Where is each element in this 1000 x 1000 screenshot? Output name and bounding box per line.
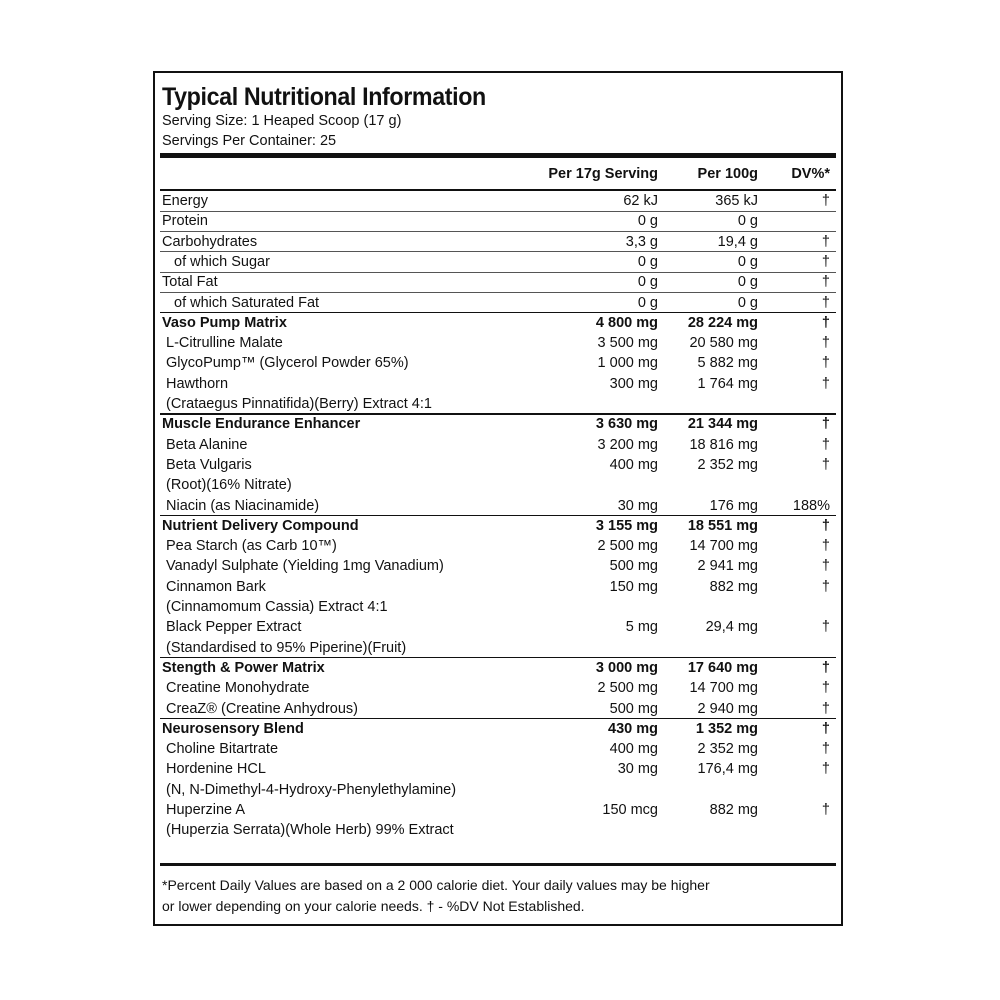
row-dv: † bbox=[821, 253, 830, 270]
row-dv: † bbox=[821, 314, 830, 331]
table-row bbox=[160, 435, 836, 455]
row-label: Nutrient Delivery Compound bbox=[162, 517, 359, 534]
table-row bbox=[160, 455, 836, 475]
nutrition-panel bbox=[153, 71, 843, 926]
table-row bbox=[160, 780, 836, 800]
row-dv: † bbox=[821, 802, 830, 818]
table-row bbox=[160, 719, 836, 739]
header-per-100g: Per 100g bbox=[697, 166, 758, 182]
panel-title: Typical Nutritional Information bbox=[162, 83, 486, 111]
row-label: Vaso Pump Matrix bbox=[162, 314, 287, 331]
row-per-100g: 1 764 mg bbox=[697, 375, 758, 392]
row-label: Protein bbox=[162, 213, 208, 230]
row-label: Pea Starch (as Carb 10™) bbox=[166, 538, 337, 555]
table-row bbox=[160, 353, 836, 373]
table-row bbox=[160, 638, 836, 658]
row-dv: † bbox=[821, 680, 830, 697]
row-dv: † bbox=[821, 741, 830, 758]
row-per-100g: 176 mg bbox=[709, 497, 758, 514]
row-per-serving: 500 mg bbox=[609, 558, 658, 575]
row-label: Creatine Monohydrate bbox=[166, 680, 310, 697]
row-per-serving: 300 mg bbox=[609, 375, 658, 392]
row-per-serving: 30 mg bbox=[617, 497, 658, 514]
row-per-100g: 2 352 mg bbox=[697, 741, 758, 758]
table-row bbox=[160, 475, 836, 495]
row-per-serving: 30 mg bbox=[617, 761, 658, 778]
row-per-100g: 1 352 mg bbox=[695, 720, 758, 737]
row-dv: † bbox=[821, 294, 830, 311]
header-per-serving: Per 17g Serving bbox=[548, 166, 658, 182]
row-per-100g: 18 816 mg bbox=[689, 436, 758, 453]
table-row bbox=[160, 394, 836, 414]
table-row bbox=[160, 333, 836, 353]
row-per-serving: 500 mg bbox=[609, 700, 658, 717]
servings-per-container: Servings Per Container: 25 bbox=[162, 133, 337, 149]
row-label: (Crataegus Pinnatifida)(Berry) Extract 4:1 bbox=[166, 396, 432, 412]
row-per-100g: 28 224 mg bbox=[687, 314, 758, 331]
row-label: of which Saturated Fat bbox=[174, 294, 320, 311]
row-dv: † bbox=[821, 416, 830, 433]
header-dv: DV%* bbox=[791, 166, 830, 182]
row-per-100g: 17 640 mg bbox=[687, 659, 758, 676]
row-label: Hawthorn bbox=[166, 375, 229, 392]
serving-size: Serving Size: 1 Heaped Scoop (17 g) bbox=[162, 113, 402, 129]
row-per-serving: 1 000 mg bbox=[597, 355, 658, 372]
row-dv: † bbox=[821, 375, 830, 392]
row-dv: † bbox=[821, 233, 830, 250]
row-per-serving: 3 500 mg bbox=[597, 335, 658, 352]
row-label: GlycoPump™ (Glycerol Powder 65%) bbox=[166, 355, 409, 372]
row-per-100g: 2 941 mg bbox=[697, 558, 758, 575]
row-per-serving: 2 500 mg bbox=[597, 538, 658, 555]
column-header-row bbox=[160, 163, 836, 189]
row-per-serving: 3 200 mg bbox=[597, 436, 658, 453]
row-dv: † bbox=[821, 619, 830, 636]
table-row bbox=[160, 232, 836, 252]
row-label: Niacin (as Niacinamide) bbox=[166, 497, 320, 514]
row-per-serving: 0 g bbox=[637, 274, 658, 291]
table-row bbox=[160, 678, 836, 698]
table-row bbox=[160, 820, 836, 840]
row-label: CreaZ® (Creatine Anhydrous) bbox=[166, 700, 359, 717]
row-label: (Huperzia Serrata)(Whole Herb) 99% Extract bbox=[166, 822, 454, 839]
table-row bbox=[160, 536, 836, 556]
row-label: Muscle Endurance Enhancer bbox=[162, 416, 361, 433]
row-label: Energy bbox=[162, 193, 208, 209]
row-dv: † bbox=[821, 578, 830, 595]
row-dv: † bbox=[821, 538, 830, 555]
row-label: Neurosensory Blend bbox=[162, 720, 304, 737]
row-per-100g: 19,4 g bbox=[717, 233, 758, 250]
row-per-serving: 4 800 mg bbox=[595, 314, 658, 331]
row-dv: † bbox=[821, 193, 830, 209]
table-row bbox=[160, 759, 836, 779]
row-dv: † bbox=[821, 335, 830, 352]
row-per-100g: 21 344 mg bbox=[687, 416, 758, 433]
row-per-serving: 3 000 mg bbox=[595, 659, 658, 676]
row-per-100g: 0 g bbox=[737, 253, 758, 270]
row-per-serving: 150 mcg bbox=[602, 802, 658, 818]
row-per-100g: 176,4 mg bbox=[697, 761, 758, 778]
row-dv: † bbox=[821, 274, 830, 291]
top-divider bbox=[160, 153, 836, 158]
row-per-serving: 400 mg bbox=[609, 741, 658, 758]
table-row bbox=[160, 374, 836, 394]
row-dv: † bbox=[821, 355, 830, 372]
table-row bbox=[160, 556, 836, 576]
row-per-serving: 3 155 mg bbox=[595, 517, 658, 534]
table-row bbox=[160, 516, 836, 536]
row-label: (Standardised to 95% Piperine)(Fruit) bbox=[166, 639, 407, 656]
row-dv: 188% bbox=[792, 497, 830, 514]
row-per-serving: 62 kJ bbox=[623, 193, 658, 209]
row-per-serving: 0 g bbox=[637, 213, 658, 230]
table-row bbox=[160, 800, 836, 820]
row-per-100g: 20 580 mg bbox=[689, 335, 758, 352]
row-label: of which Sugar bbox=[174, 253, 270, 270]
row-per-100g: 0 g bbox=[737, 213, 758, 230]
row-dv: † bbox=[821, 456, 830, 473]
row-dv: † bbox=[821, 720, 830, 737]
row-label: (N, N-Dimethyl-4-Hydroxy-Phenylethylamine) bbox=[166, 781, 457, 798]
row-label: L-Citrulline Malate bbox=[166, 335, 283, 352]
row-label: (Cinnamomum Cassia) Extract 4:1 bbox=[166, 599, 388, 615]
row-per-100g: 2 352 mg bbox=[697, 456, 758, 473]
row-label: Beta Alanine bbox=[166, 436, 248, 453]
row-per-100g: 2 940 mg bbox=[697, 700, 758, 717]
table-row bbox=[160, 414, 836, 434]
row-label: (Root)(16% Nitrate) bbox=[166, 477, 292, 494]
table-row bbox=[160, 293, 836, 313]
row-dv: † bbox=[821, 761, 830, 778]
row-per-100g: 29,4 mg bbox=[705, 619, 758, 636]
row-label: Vanadyl Sulphate (Yielding 1mg Vanadium) bbox=[166, 558, 444, 575]
footer-divider bbox=[160, 863, 836, 866]
row-label: Black Pepper Extract bbox=[166, 619, 302, 636]
row-dv: † bbox=[821, 700, 830, 717]
row-per-100g: 14 700 mg bbox=[689, 538, 758, 555]
table-row bbox=[160, 191, 836, 211]
footnote-line-1: *Percent Daily Values are based on a 2 000 calorie diet. Your daily values may be higher bbox=[162, 877, 710, 893]
table-row bbox=[160, 577, 836, 597]
table-row bbox=[160, 597, 836, 617]
row-per-serving: 3,3 g bbox=[625, 233, 658, 250]
row-label: Beta Vulgaris bbox=[166, 456, 252, 473]
table-row bbox=[160, 739, 836, 759]
row-dv: † bbox=[821, 436, 830, 453]
row-label: Choline Bitartrate bbox=[166, 741, 279, 758]
row-per-100g: 0 g bbox=[737, 274, 758, 291]
table-row bbox=[160, 496, 836, 516]
table-row bbox=[160, 313, 836, 333]
row-per-serving: 2 500 mg bbox=[597, 680, 658, 697]
row-per-serving: 400 mg bbox=[609, 456, 658, 473]
row-dv: † bbox=[821, 517, 830, 534]
row-per-100g: 882 mg bbox=[709, 802, 758, 818]
row-per-100g: 5 882 mg bbox=[697, 355, 758, 372]
row-per-100g: 365 kJ bbox=[715, 193, 758, 209]
table-row bbox=[160, 211, 836, 231]
footnote-line-2: or lower depending on your calorie needs. † - %DV Not Established. bbox=[162, 898, 585, 914]
row-label: Huperzine A bbox=[166, 802, 245, 818]
row-dv: † bbox=[821, 558, 830, 575]
table-row bbox=[160, 658, 836, 678]
table-row bbox=[160, 272, 836, 292]
table-row bbox=[160, 252, 836, 272]
row-per-serving: 0 g bbox=[637, 294, 658, 311]
row-per-100g: 882 mg bbox=[709, 578, 758, 595]
row-per-100g: 14 700 mg bbox=[689, 680, 758, 697]
table-row bbox=[160, 617, 836, 637]
row-per-serving: 0 g bbox=[637, 253, 658, 270]
row-label: Carbohydrates bbox=[162, 233, 258, 250]
row-label: Stength & Power Matrix bbox=[162, 659, 325, 676]
row-dv: † bbox=[821, 659, 830, 676]
row-per-100g: 18 551 mg bbox=[687, 517, 758, 534]
row-label: Total Fat bbox=[162, 274, 218, 291]
row-per-serving: 150 mg bbox=[609, 578, 658, 595]
row-per-serving: 430 mg bbox=[608, 720, 658, 737]
row-label: Hordenine HCL bbox=[166, 761, 266, 778]
row-label: Cinnamon Bark bbox=[166, 578, 266, 595]
table-row bbox=[160, 699, 836, 719]
row-per-serving: 3 630 mg bbox=[595, 416, 658, 433]
row-per-100g: 0 g bbox=[737, 294, 758, 311]
row-per-serving: 5 mg bbox=[625, 619, 658, 636]
